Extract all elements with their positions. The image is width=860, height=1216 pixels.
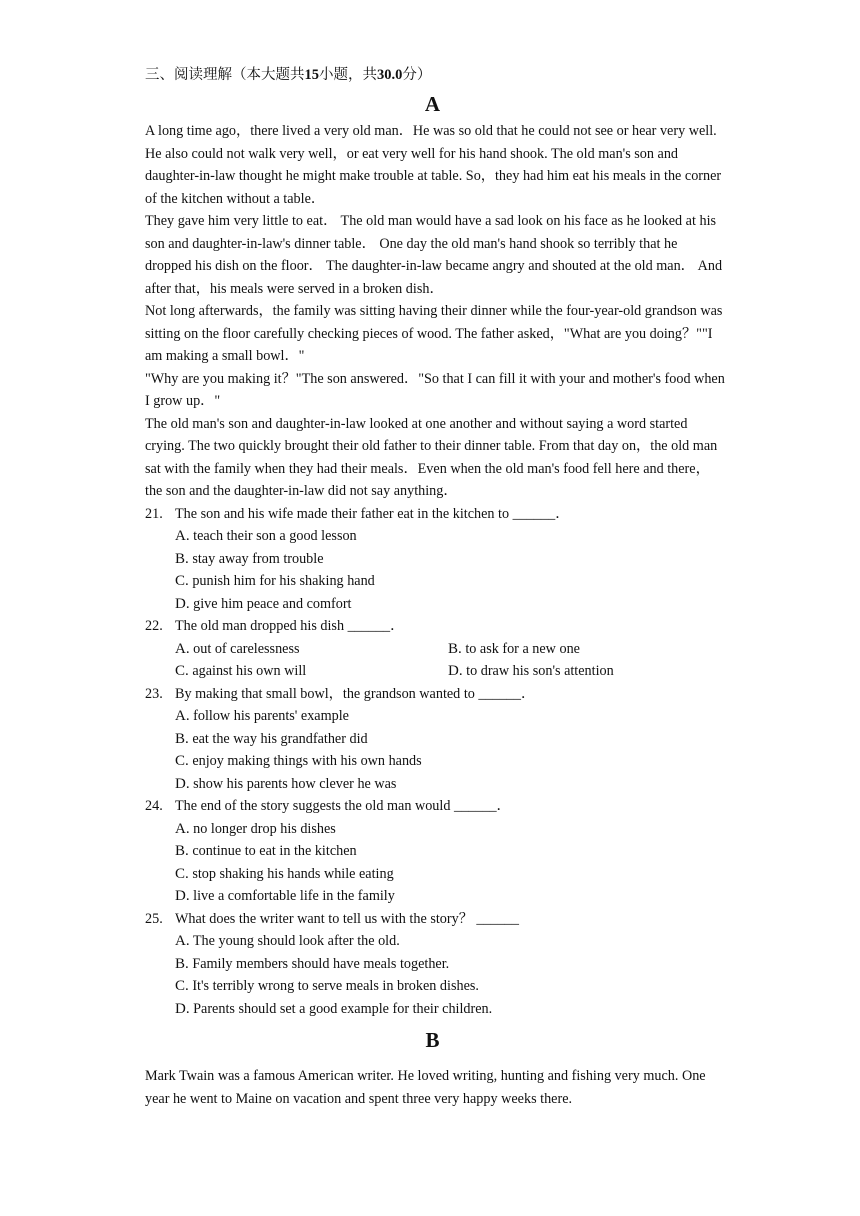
question-23 [145, 683, 725, 796]
option-a[interactable] [145, 705, 725, 728]
option-text: out of carelessness [193, 640, 300, 657]
option-c[interactable] [175, 660, 448, 683]
option-letter: A. [175, 708, 190, 724]
option-a[interactable] [145, 818, 725, 841]
option-text: punish him for his shaking hand [192, 573, 375, 589]
option-letter: C. [175, 753, 189, 769]
option-letter: C. [175, 978, 189, 994]
option-letter: D. [448, 663, 463, 679]
option-text: The young should look after the old. [192, 933, 400, 949]
passage-b-letter: B [425, 1028, 440, 1052]
option-text: It's terribly wrong to serve meals in broken dishes. [192, 978, 479, 994]
option-letter: A. [175, 528, 190, 544]
question-22 [145, 615, 725, 683]
option-letter: B. [175, 550, 189, 567]
question-stem [145, 503, 725, 526]
heading-score: 30.0 [377, 67, 403, 83]
option-letter: B. [448, 640, 462, 657]
question-stem [145, 908, 725, 931]
option-letter: C. [175, 865, 189, 882]
option-letter: B. [175, 955, 189, 972]
option-text: teach their son a good lesson [193, 528, 357, 544]
spacer [145, 1056, 725, 1065]
option-b[interactable] [145, 548, 725, 571]
option-d[interactable] [145, 593, 725, 616]
option-letter: B. [175, 843, 189, 859]
question-24 [145, 795, 725, 908]
heading-suffix: 分） [402, 67, 432, 83]
option-c[interactable] [145, 863, 725, 886]
passage-a-paragraph: A long time ago，there lived a very old man．He was so old that he could not see or hear very well. He also could not walk very well，or eat very well for his hand shook. The old man's son and daughter-in-law thought he might make trouble at table. So，they had him eat his meals in the corner of the kitchen without a table． [145, 123, 722, 207]
option-letter: A. [175, 933, 190, 949]
option-b[interactable] [448, 638, 721, 661]
question-stem [145, 683, 725, 706]
passage-a-paragraph: The old man's son and daughter-in-law looked at one another and without saying a word started crying. The two quickly brought their old father to their dinner table. From that day on，the old man sat with the family when they had their meals．Even when the old man's food fell here and there，the son and the daughter-in-law did not say anything． [145, 415, 718, 499]
option-a[interactable] [145, 525, 725, 548]
option-text: live a comfortable life in the family [193, 888, 395, 904]
heading-count: 15 [304, 67, 319, 83]
section-heading [145, 62, 725, 88]
option-d[interactable] [448, 660, 721, 683]
option-text: against his own will [192, 663, 307, 679]
option-text: stay away from trouble [192, 550, 324, 567]
option-c[interactable] [145, 570, 725, 593]
option-text: no longer drop his dishes [193, 820, 336, 837]
question-21 [145, 503, 725, 616]
question-number: 23. [145, 685, 163, 702]
option-letter: D. [175, 775, 190, 792]
option-text: show his parents how clever he was [193, 775, 397, 792]
option-letter: C. [175, 663, 189, 679]
option-text: enjoy making things with his own hands [192, 753, 422, 769]
option-a[interactable] [145, 930, 725, 953]
option-row [145, 660, 725, 683]
option-text: Family members should have meals together. [192, 955, 450, 972]
option-c[interactable] [145, 750, 725, 773]
option-text: give him peace and comfort [193, 595, 352, 612]
option-b[interactable] [145, 728, 725, 751]
passage-a-paragraph: They gave him very little to eat． The old man would have a sad look on his face as he looked at his son and daughter-in-law's dinner table． One day the old man's hand shook so terribly that he dropped his dish on the floor． The daughter-in-law became angry and shouted at the old man． And after that，his meals were served in a broken dish． [145, 213, 723, 297]
option-d[interactable] [145, 773, 725, 796]
passage-b [145, 1065, 725, 1110]
option-text: eat the way his grandfather did [192, 730, 368, 747]
option-b[interactable] [145, 840, 725, 863]
option-letter: D. [175, 888, 190, 904]
question-25 [145, 908, 725, 1021]
option-text: stop shaking his hands while eating [192, 865, 394, 882]
exam-page [145, 62, 725, 1110]
option-letter: A. [175, 820, 190, 837]
question-number: 25. [145, 910, 163, 927]
option-letter: D. [175, 1000, 190, 1017]
heading-middle: 小题，共 [319, 67, 377, 83]
question-stem [145, 615, 725, 638]
option-text: Parents should set a good example for their children. [193, 1000, 493, 1017]
question-stem [145, 795, 725, 818]
question-number: 24. [145, 798, 163, 814]
question-text: The son and his wife made their father eat in the kitchen to ______． [175, 505, 570, 522]
option-c[interactable] [145, 975, 725, 998]
option-text: to draw his son's attention [466, 663, 614, 679]
option-a[interactable] [175, 638, 448, 661]
option-letter: D. [175, 595, 190, 612]
option-letter: A. [175, 640, 190, 657]
question-number: 22. [145, 618, 163, 634]
option-text: follow his parents' example [193, 708, 349, 724]
question-text: The old man dropped his dish ______． [175, 618, 405, 634]
question-number: 21. [145, 505, 163, 522]
option-letter: B. [175, 730, 189, 747]
question-text: The end of the story suggests the old man would ______． [175, 798, 511, 814]
question-text: By making that small bowl，the grandson wanted to ______． [175, 685, 536, 702]
passage-a [145, 120, 725, 503]
option-b[interactable] [145, 953, 725, 976]
passage-a-letter: A [424, 92, 441, 116]
question-text: What does the writer want to tell us with the story？ ______ [175, 910, 519, 927]
option-letter: C. [175, 573, 189, 589]
passage-a-paragraph: Not long afterwards，the family was sitting having their dinner while the four-year-old grandson was sitting on the floor carefully checking pieces of wood. The father asked，"What are you doing？""I am making a small bowl．" [145, 303, 723, 364]
heading-prefix: 三、阅读理解（本大题共 [145, 67, 305, 83]
passage-a-paragraph: "Why are you making it？"The son answered．"So that I can fill it with your and mother's food when I grow up．" [145, 370, 725, 409]
option-text: to ask for a new one [465, 640, 580, 657]
option-d[interactable] [145, 885, 725, 908]
option-text: continue to eat in the kitchen [192, 843, 357, 859]
option-d[interactable] [145, 998, 725, 1021]
option-row [145, 638, 725, 661]
passage-b-paragraph: Mark Twain was a famous American writer. He loved writing, hunting and fishing very much. One year he went to Maine on vacation and spent three very happy weeks there. [145, 1068, 706, 1107]
